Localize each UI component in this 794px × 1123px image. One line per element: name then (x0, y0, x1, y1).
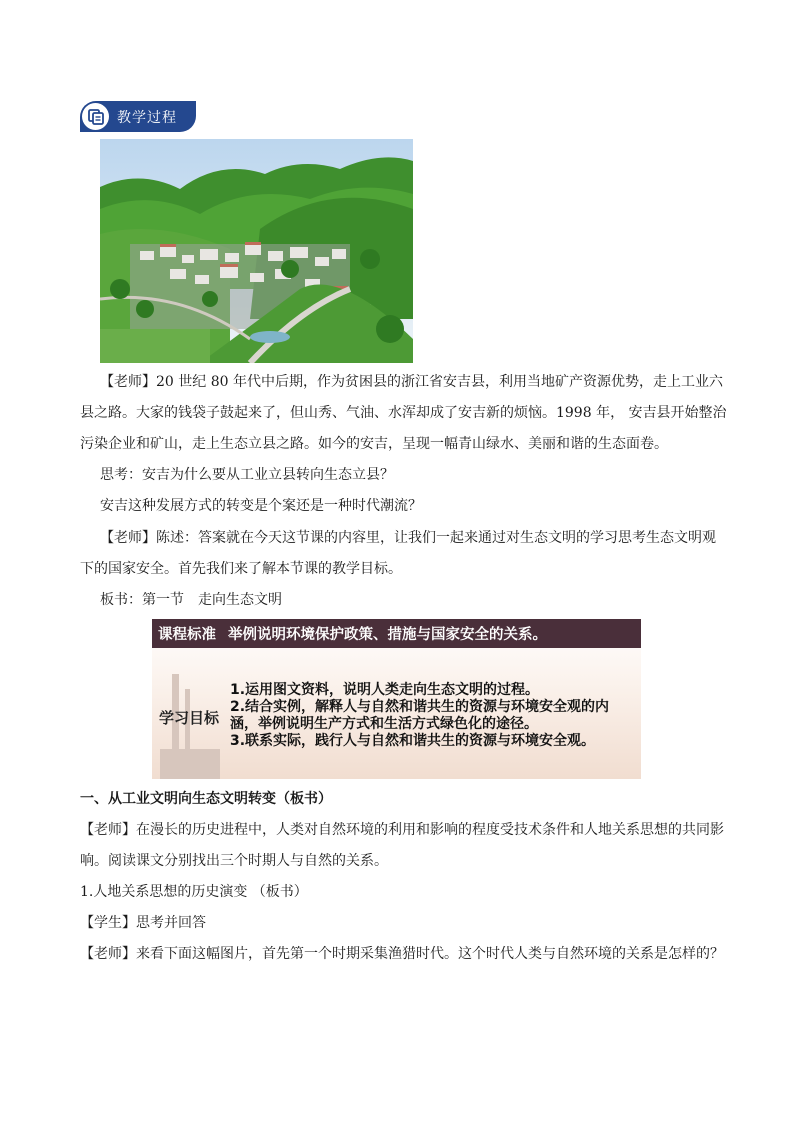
teacher-paragraph-1-line-3: 污染企业和矿山，走上生态立县之路。如今的安吉，呈现一幅青山绿水、美丽和谐的生态面卷。 (80, 436, 668, 452)
standards-header-label: 课程标准 (158, 627, 216, 643)
section-heading-1: 一、从工业文明向生态文明转变（板书） (80, 791, 332, 807)
village-landscape-image (100, 139, 413, 363)
teacher-paragraph-3-line-1: 【老师】在漫长的历史进程中，人类对自然环境的利用和影响的程度受技术条件和人地关系思想的共同影 (80, 822, 724, 838)
board-note: 板书：第一节 走向生态文明 (100, 592, 282, 608)
question-2: 安吉这种发展方式的转变是个案还是一种时代潮流？ (100, 498, 422, 514)
teacher-paragraph-3-line-2: 响。阅读课文分别找出三个时期人与自然的关系。 (80, 853, 388, 869)
teacher-paragraph-2-line-2: 下的国家安全。首先我们来了解本节课的教学目标。 (80, 561, 402, 577)
question-1: 思考：安吉为什么要从工业立县转向生态立县？ (100, 467, 394, 483)
learning-goals-label: 学习目标 (159, 709, 220, 727)
teacher-paragraph-2-line-1: 【老师】陈述：答案就在今天这节课的内容里，让我们一起来通过对生态文明的学习思考生态文明观 (100, 530, 716, 546)
learning-goal-2a: 2.结合实例，解释人与自然和谐共生的资源与环境安全观的内 (230, 699, 610, 715)
teacher-paragraph-1-line-1: 【老师】20 世纪 80 年代中后期，作为贫困县的浙江省安吉县，利用当地矿产资源优势，走上工业六 (100, 374, 723, 390)
section-badge (80, 101, 196, 132)
student-response: 【学生】思考并回答 (80, 915, 206, 931)
document-copy-icon (82, 103, 109, 130)
teacher-paragraph-1-line-2: 县之路。大家的钱袋子鼓起来了，但山秀、气油、水浑却成了安吉新的烦恼。1998 年， 安吉县开始整治 (80, 405, 727, 421)
badge-label: 教学过程 (117, 109, 177, 126)
learning-goal-2b: 涵，举例说明生产方式和生活方式绿色化的途径。 (230, 716, 538, 732)
subsection-heading-1: 1.人地关系思想的历史演变 （板书） (80, 884, 308, 900)
standards-header-text: 举例说明环境保护政策、措施与国家安全的关系。 (228, 627, 547, 643)
teacher-paragraph-4: 【老师】来看下面这幅图片，首先第一个时期采集渔猎时代。这个时代人类与自然环境的关系是怎样的？ (80, 946, 724, 962)
learning-goal-3: 3.联系实际，践行人与自然和谐共生的资源与环境安全观。 (230, 733, 596, 749)
standards-header (152, 619, 641, 648)
learning-goal-1: 1.运用图文资料，说明人类走向生态文明的过程。 (230, 682, 540, 698)
standards-box (152, 619, 641, 779)
